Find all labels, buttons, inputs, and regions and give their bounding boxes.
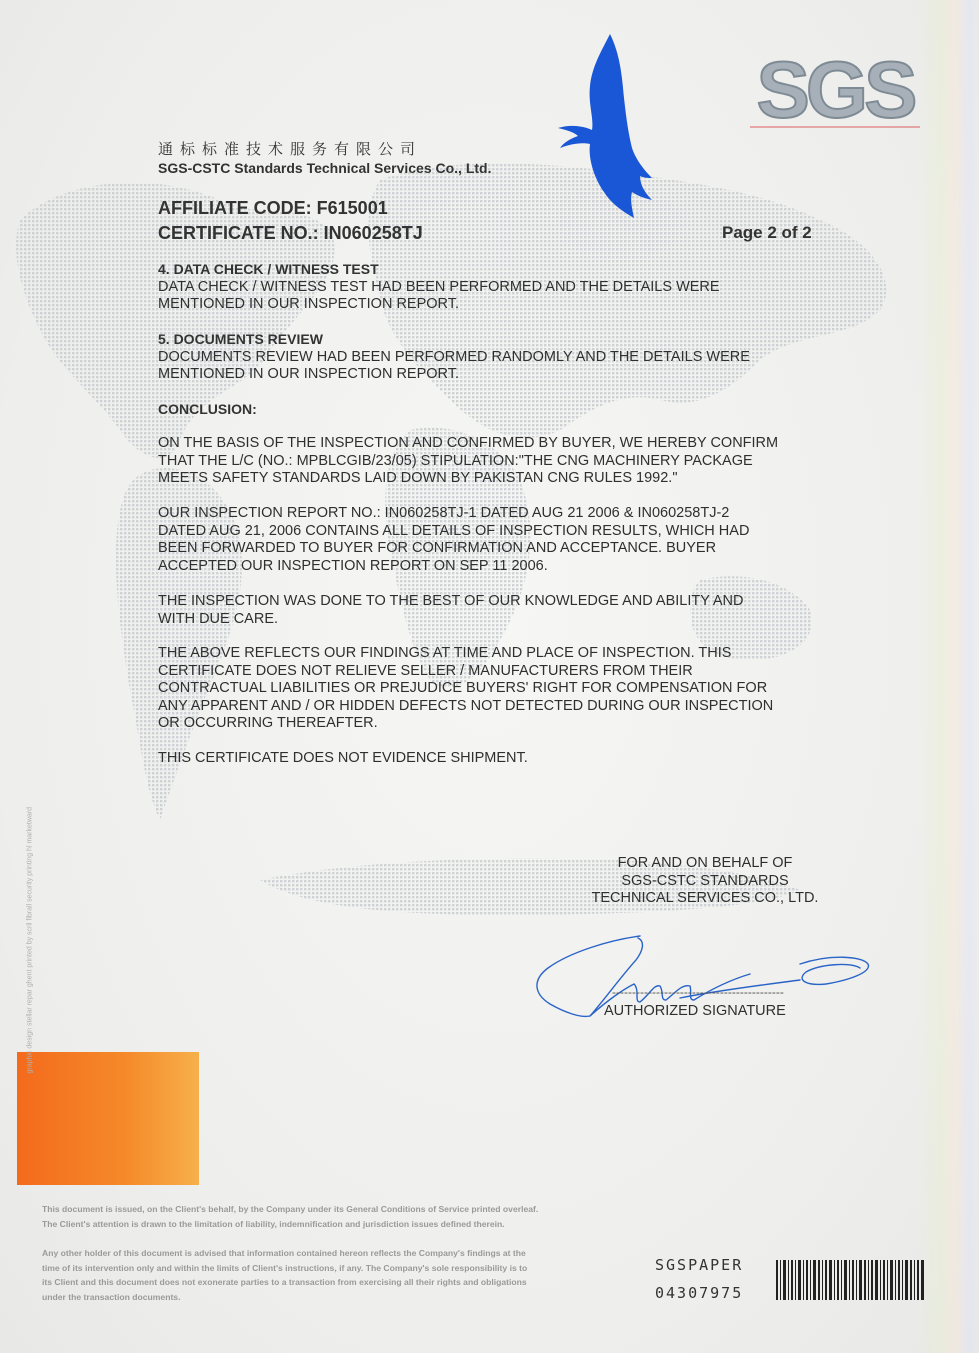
signoff-block	[560, 855, 850, 908]
footer-line: Any other holder of this document is advised that information contained hereon reflects the Company's findings at the	[42, 1248, 526, 1258]
conclusion-paragraph-4	[158, 645, 858, 733]
paragraph-line: THIS CERTIFICATE DOES NOT EVIDENCE SHIPMENT.	[158, 750, 528, 766]
section-line: DATA CHECK / WITNESS TEST HAD BEEN PERFORMED AND THE DETAILS WERE	[158, 278, 720, 295]
paper-label: SGSPAPER	[655, 1256, 744, 1274]
footer-line: its Client and this document does not exonerate parties to a transaction from exercising all their rights and obligations	[42, 1277, 527, 1287]
conclusion-heading: CONCLUSION:	[158, 401, 257, 417]
barcode-icon	[776, 1260, 926, 1300]
paragraph-line: CERTIFICATE DOES NOT RELIEVE SELLER / MANUFACTURERS FROM THEIR	[158, 662, 693, 679]
section-line: DOCUMENTS REVIEW HAD BEEN PERFORMED RANDOMLY AND THE DETAILS WERE	[158, 348, 750, 365]
conclusion-paragraph-3	[158, 593, 858, 628]
section-line: MENTIONED IN OUR INSPECTION REPORT.	[158, 296, 460, 313]
paragraph-line: WITH DUE CARE.	[158, 610, 279, 627]
paper-serial-number: 04307975	[655, 1284, 744, 1302]
paragraph-line: BEEN FORWARDED TO BUYER FOR CONFIRMATION AND ACCEPTANCE. BUYER	[158, 540, 717, 557]
footer-line: under the transaction documents.	[42, 1291, 181, 1302]
paragraph-line: THAT THE L/C (NO.: MPBLCGIB/23/05) STIPULATION:"THE CNG MACHINERY PACKAGE	[158, 452, 753, 469]
signature-line: -------------------------------------------	[612, 985, 784, 999]
signoff-line: FOR AND ON BEHALF OF	[617, 855, 793, 871]
conclusion-paragraph-2	[158, 505, 858, 575]
paragraph-line: MEETS SAFETY STANDARDS LAID DOWN BY PAKISTAN CNG RULES 1992."	[158, 470, 678, 487]
page-number: Page 2 of 2	[722, 223, 812, 242]
footer-notice-2	[42, 1246, 542, 1304]
footer-line: The Client's attention is drawn to the limitation of liability, indemnification and jurisdiction issues defined therein.	[42, 1218, 505, 1229]
company-name-chinese: 通标标准技术服务有限公司	[158, 140, 423, 158]
footer-line: This document is issued, on the Client's behalf, by the Company under its General Conditions of Service printed overleaf.	[42, 1204, 539, 1214]
paragraph-line: ANY APPARENT AND / OR HIDDEN DEFECTS NOT DETECTED DURING OUR INSPECTION	[158, 697, 774, 714]
conclusion-paragraph-1	[158, 435, 858, 488]
bird-logo-icon	[548, 32, 658, 220]
footer-line: time of its intervention only and within the limits of Client's instructions, if any. The Company's sole responsibility is to	[42, 1262, 528, 1273]
section-heading: 4. DATA CHECK / WITNESS TEST	[158, 261, 379, 277]
signoff-line: SGS-CSTC STANDARDS	[621, 872, 789, 889]
paragraph-line: THE INSPECTION WAS DONE TO THE BEST OF OUR KNOWLEDGE AND ABILITY AND	[158, 593, 744, 609]
section-line: MENTIONED IN OUR INSPECTION REPORT.	[158, 366, 460, 383]
section-documents-review	[158, 331, 858, 384]
authorized-signature-label: AUTHORIZED SIGNATURE	[604, 1003, 786, 1019]
paragraph-line: DATED AUG 21, 2006 CONTAINS ALL DETAILS OF INSPECTION RESULTS, WHICH HAD	[158, 522, 750, 539]
section-heading: 5. DOCUMENTS REVIEW	[158, 331, 323, 347]
paragraph-line: OR OCCURRING THEREAFTER.	[158, 715, 378, 732]
sgs-logo	[750, 45, 920, 135]
sgs-logo-text: SGS	[756, 45, 914, 134]
paragraph-line: ON THE BASIS OF THE INSPECTION AND CONFIRMED BY BUYER, WE HEREBY CONFIRM	[158, 435, 779, 451]
paragraph-line: CONTRACTUAL LIABILITIES OR PREJUDICE BUYERS' RIGHT FOR COMPENSATION FOR	[158, 680, 768, 697]
side-security-print: graphic design stellar repar ghent printed by scril fibrall security printing hl marketward	[26, 806, 34, 1074]
paragraph-line: ACCEPTED OUR INSPECTION REPORT ON SEP 11 2006.	[158, 557, 548, 574]
footer-notice-1	[42, 1202, 542, 1231]
certificate-number: CERTIFICATE NO.: IN060258TJ	[158, 223, 423, 243]
paragraph-line: THE ABOVE REFLECTS OUR FINDINGS AT TIME AND PLACE OF INSPECTION. THIS	[158, 645, 732, 661]
conclusion-paragraph-5	[158, 750, 858, 768]
signoff-line: TECHNICAL SERVICES CO., LTD.	[591, 890, 819, 907]
affiliate-code: AFFILIATE CODE: F615001	[158, 198, 388, 218]
paragraph-line: OUR INSPECTION REPORT NO.: IN060258TJ-1 DATED AUG 21 2006 & IN060258TJ-2	[158, 505, 730, 521]
section-data-check	[158, 261, 858, 314]
orange-security-block	[17, 1052, 199, 1185]
company-name-english: SGS-CSTC Standards Technical Services Co., Ltd.	[158, 160, 492, 176]
